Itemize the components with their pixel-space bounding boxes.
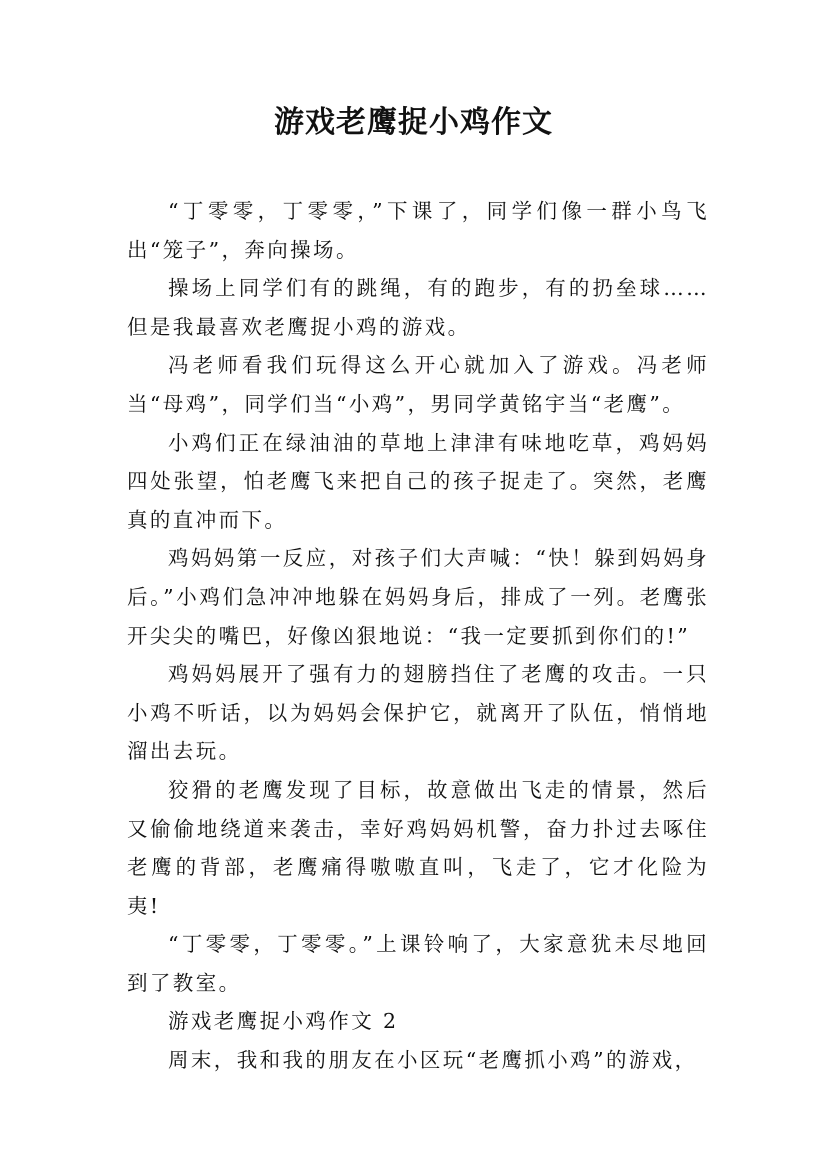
section-heading: 游戏老鹰捉小鸡作文 2	[168, 1009, 399, 1034]
document-title: 游戏老鹰捉小鸡作文	[274, 105, 553, 140]
document-body	[127, 192, 709, 1080]
paragraph: 周末，我和我的朋友在小区玩“老鹰抓小鸡”的游戏，	[168, 1048, 698, 1073]
paragraph: 狡猾的老鹰发现了目标，故意做出飞走的情景，然后又偷偷地绕道来袭击，幸好鸡妈妈机警，奋力扑过去啄住老鹰的背部，老鹰痛得嗷嗷直叫，飞走了，它才化险为夷!	[127, 777, 709, 918]
paragraph: 鸡妈妈第一反应，对孩子们大声喊：“快！躲到妈妈身后。”小鸡们急冲冲地躲在妈妈身后，排成了一列。老鹰张开尖尖的嘴巴，好像凶狠地说：“我一定要抓到你们的!”	[127, 546, 709, 648]
paragraph: 冯老师看我们玩得这么开心就加入了游戏。冯老师当“母鸡”，同学们当“小鸡”，男同学黄铭宇当“老鹰”。	[127, 353, 709, 416]
paragraph: “丁零零，丁零零，”下课了，同学们像一群小鸟飞出“笼子”，奔向操场。	[127, 199, 709, 262]
paragraph: 鸡妈妈展开了强有力的翅膀挡住了老鹰的攻击。一只小鸡不听话，以为妈妈会保护它，就离开了队伍，悄悄地溜出去玩。	[127, 662, 709, 764]
paragraph: “丁零零，丁零零。”上课铃响了，大家意犹未尽地回到了教室。	[127, 932, 709, 995]
paragraph: 小鸡们正在绿油油的草地上津津有味地吃草，鸡妈妈四处张望，怕老鹰飞来把自己的孩子捉走了。突然，老鹰真的直冲而下。	[127, 430, 709, 532]
paragraph: 操场上同学们有的跳绳，有的跑步，有的扔垒球……但是我最喜欢老鹰捉小鸡的游戏。	[127, 276, 709, 339]
